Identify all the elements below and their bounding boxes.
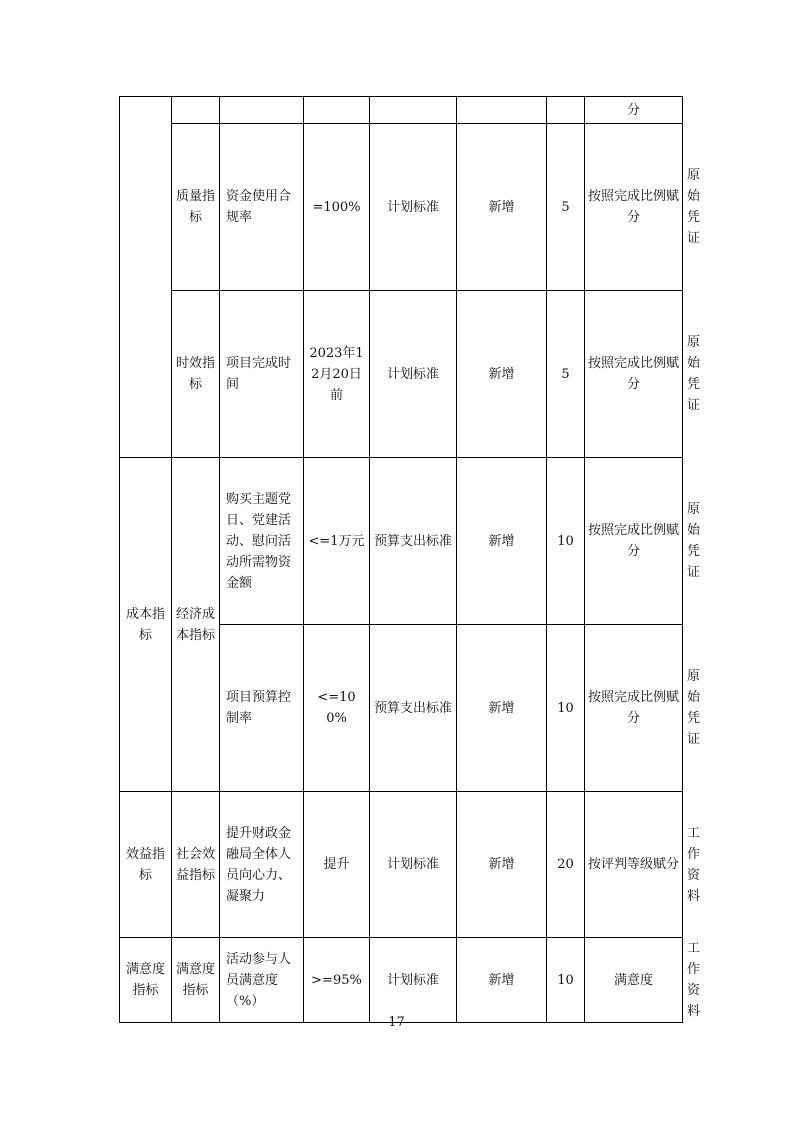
value-cell [304, 97, 370, 124]
score-cell [547, 97, 585, 124]
table-row: 满意度指标 满意度指标 活动参与人员满意度（%） >=95% 计划标准 新增 10 满意度 工作资料 [120, 938, 683, 1023]
category-cell: 质量指标 [172, 124, 220, 291]
type-cell [457, 97, 547, 124]
standard-cell: 计划标准 [370, 792, 457, 938]
category-cell: 时效指标 [172, 291, 220, 458]
table-row: 时效指标 项目完成时间 2023年12月20日前 计划标准 新增 5 按照完成比例赋分 原始凭证 [120, 291, 683, 458]
standard-cell: 计划标准 [370, 124, 457, 291]
score-cell: 5 [547, 291, 585, 458]
score-cell: 10 [547, 938, 585, 1023]
category-cell: 满意度指标 [172, 938, 220, 1023]
level1-cell: 成本指标 [120, 458, 172, 792]
type-cell: 新增 [457, 124, 547, 291]
standard-cell: 预算支出标准 [370, 458, 457, 625]
category-cell: 经济成本指标 [172, 458, 220, 792]
category-cell [172, 97, 220, 124]
indicator-table [119, 96, 701, 1023]
value-cell: >=95% [304, 938, 370, 1023]
value-cell: 2023年12月20日前 [304, 291, 370, 458]
category-cell: 社会效益指标 [172, 792, 220, 938]
table-row: 成本指标 经济成本指标 购买主题党日、党建活动、慰问活动所需物资金额 <=1万元 预算支出标准 新增 10 按照完成比例赋分 原始凭证 [120, 458, 683, 625]
indicator-cell: 项目预算控制率 [220, 625, 304, 792]
indicator-cell: 购买主题党日、党建活动、慰问活动所需物资金额 [220, 458, 304, 625]
table-row: 项目预算控制率 <=100% 预算支出标准 新增 10 按照完成比例赋分 原始凭证 [120, 625, 683, 792]
table-row: 效益指标 社会效益指标 提升财政金融局全体人员向心力、凝聚力 提升 计划标准 新增 20 按评判等级赋分 工作资料 [120, 792, 683, 938]
value-cell: =100% [304, 124, 370, 291]
indicator-cell: 活动参与人员满意度（%） [220, 938, 304, 1023]
type-cell: 新增 [457, 938, 547, 1023]
score-cell: 5 [547, 124, 585, 291]
score-cell: 10 [547, 458, 585, 625]
criteria-cell: 按照完成比例赋分 [585, 625, 683, 792]
indicator-cell: 提升财政金融局全体人员向心力、凝聚力 [220, 792, 304, 938]
criteria-cell: 按评判等级赋分 [585, 792, 683, 938]
indicator-cell: 资金使用合规率 [220, 124, 304, 291]
indicator-cell [220, 97, 304, 124]
type-cell: 新增 [457, 625, 547, 792]
level1-cell [120, 97, 172, 458]
score-cell: 20 [547, 792, 585, 938]
criteria-cell: 满意度 [585, 938, 683, 1023]
type-cell: 新增 [457, 792, 547, 938]
standard-cell [370, 97, 457, 124]
type-cell: 新增 [457, 291, 547, 458]
table-row [120, 97, 683, 124]
value-cell: <=1万元 [304, 458, 370, 625]
criteria-cell: 分 [585, 97, 683, 124]
level1-cell: 效益指标 [120, 792, 172, 938]
standard-cell: 计划标准 [370, 291, 457, 458]
value-cell: 提升 [304, 792, 370, 938]
criteria-cell: 按照完成比例赋分 [585, 458, 683, 625]
page-number: 17 [388, 1015, 405, 1030]
table-row: 质量指标 资金使用合规率 =100% 计划标准 新增 5 按照完成比例赋分 原始凭证 [120, 124, 683, 291]
level1-cell: 满意度指标 [120, 938, 172, 1023]
type-cell: 新增 [457, 458, 547, 625]
criteria-cell: 按照完成比例赋分 [585, 291, 683, 458]
standard-cell: 计划标准 [370, 938, 457, 1023]
standard-cell: 预算支出标准 [370, 625, 457, 792]
value-cell: <=100% [304, 625, 370, 792]
criteria-cell: 按照完成比例赋分 [585, 124, 683, 291]
indicator-cell: 项目完成时间 [220, 291, 304, 458]
score-cell: 10 [547, 625, 585, 792]
